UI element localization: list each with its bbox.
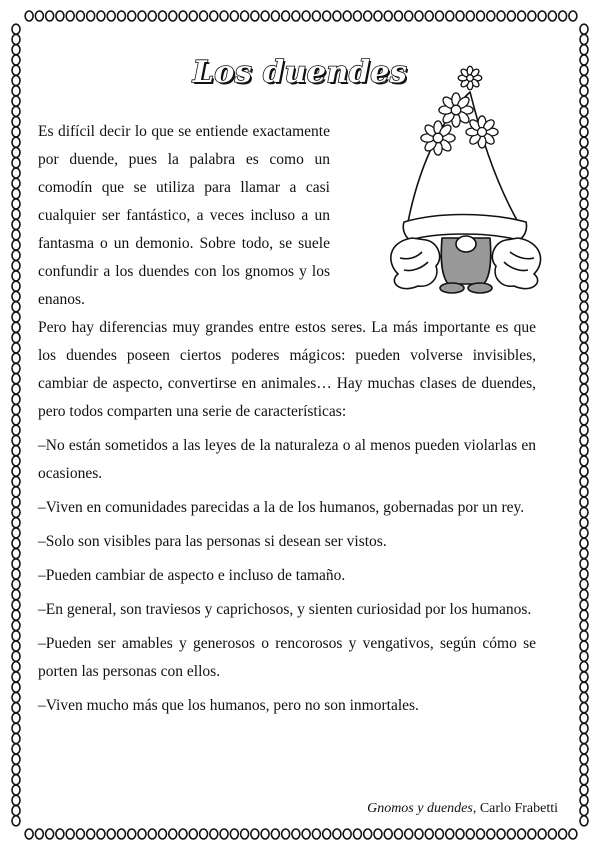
intro-paragraph: Es difícil decir lo que se entiende exactamente por duende, pues la palabra es como un comodín que se utiliza para llamar a casi cualquier ser fantástico, a veces incluso a un fantasma o un demonio. Sobre todo, se suele confundir a los duendes con los gnomos y los enanos. (38, 123, 330, 308)
list-item: –En general, son traviesos y caprichosos, y sienten curiosidad por los humanos. (38, 601, 532, 618)
list-item: –Solo son visibles para las personas si desean ser vistos. (38, 533, 387, 550)
main-paragraph: Pero hay diferencias muy grandes entre estos seres. La más importante es que los duendes poseen ciertos poderes mágicos: pueden volverse invisibles, cambiar de aspecto, convertirse en animales… Hay muchas clases de duendes, pero todos comparten una serie de características: (38, 319, 536, 420)
book-title: Gnomos y duendes, (367, 801, 477, 816)
list-item: –No están sometidos a las leyes de la naturaleza o al menos pueden violarlas en ocasiones. (38, 437, 536, 482)
main-text (38, 314, 536, 720)
list-item: –Pueden cambiar de aspecto e incluso de tamaño. (38, 567, 346, 584)
list-item: –Viven en comunidades parecidas a la de los humanos, gobernadas por un rey. (38, 499, 525, 516)
source-citation (367, 801, 558, 817)
list-item: –Pueden ser amables y generosos o rencorosos y vengativos, según cómo se porten las personas con ellos. (38, 635, 536, 680)
gnome-illustration (378, 62, 554, 294)
author-name: Carlo Frabetti (479, 801, 558, 816)
list-item: –Viven mucho más que los humanos, pero no son inmortales. (38, 697, 419, 714)
page-title: Los duendes (192, 55, 408, 90)
